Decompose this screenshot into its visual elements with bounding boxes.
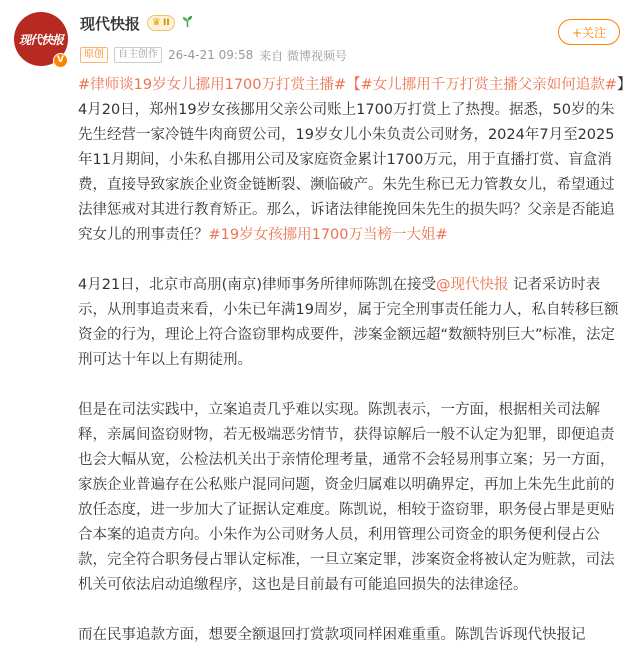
original-tag: 原创 (80, 47, 108, 63)
post-source[interactable]: 来自 微博视频号 (259, 48, 348, 63)
paragraph-4: 而在民事追款方面，想要全额退回打赏款项同样困难重重。陈凯告诉现代快报记 (78, 627, 586, 643)
paragraph-text: 4月21日，北京市高朋(南京)律师事务所律师陈凯在接受 (78, 277, 436, 293)
mention-link[interactable]: @现代快报 (436, 277, 509, 293)
paragraph-1 (78, 73, 626, 248)
crown-icon: ♛ (152, 17, 161, 28)
sprout-icon[interactable] (181, 15, 194, 31)
verified-mark: V (57, 55, 64, 65)
hashtag-link[interactable]: #19岁女孩挪用1700万当榜一大姐# (208, 227, 448, 243)
post-header (0, 0, 639, 72)
user-row (80, 12, 194, 34)
hashtag-link[interactable]: 【#女儿挪用千万打赏主播父亲如何追款# (346, 77, 617, 93)
vip-badge[interactable] (147, 15, 175, 31)
paragraph-text: 记者采访时表示，从刑事追责来看，小朱已年满19周岁，属于完全刑事责任能力人，私自转移巨额资金的行为，理论上符合盗窃罪构成要件，涉案金额远超“数额特别巨大”标准，法定刑可达十年以上有期徒刑。 (78, 277, 619, 368)
vip-level: II (162, 17, 170, 28)
post-time[interactable]: 26-4-21 09:58 (168, 48, 254, 62)
post-meta (80, 46, 347, 64)
verified-v-icon (53, 53, 68, 68)
paragraph-3: 但是在司法实践中，立案追责几乎难以实现。陈凯表示，一方面，根据相关司法解释，亲属间盗窃财物，若无极端恶劣情节，获得谅解后一般不认定为犯罪，即便追责也会大幅从宽，公检法机关出于亲情伦理考量，通常不会轻易刑事立案；另一方面，家族企业普遍存在公私账户混同问题，资金归属难以明确界定，再加上朱先生此前的放任态度，进一步加大了证据认定难度。陈凯说，相较于盗窃罪，职务侵占罪是更贴合本案的追责方向。小朱作为公司财务人员，利用管理公司资金的职务便利侵占公款，完全符合职务侵占罪认定标准，一旦立案定罪，涉案资金将被认定为赃款，司法机关可依法启动追缴程序，这也是目前最有可能追回损失的法律途径。 (78, 402, 615, 593)
paragraph-2 (78, 273, 626, 373)
avatar-logo-text: 现代快报 (18, 32, 63, 47)
hashtag-link[interactable]: #律师谈19岁女儿挪用1700万打赏主播# (78, 77, 347, 93)
username[interactable]: 现代快报 (80, 14, 141, 33)
follow-button[interactable]: +关注 (558, 19, 620, 45)
paragraph-text: 】4月20日，郑州19岁女孩挪用父亲公司账上1700万打赏上了热搜。据悉，50岁的朱先生经营一家冷链牛肉商贸公司，19岁女儿小朱负责公司财务，2024年7月至2025年11月期间，小朱私自挪用公司及家庭资金累计1700万元，用于直播打赏、盲盒消费，直接导致家族企业资金链断裂、濒临破产。朱先生称已无力管教女儿，希望通过法律惩戒对其进行教育矫正。那么，诉诸法律能挽回朱先生的损失吗？父亲是否能追究女儿的刑事责任？ (78, 77, 625, 243)
post-content (78, 73, 626, 648)
self-made-tag: 自主创作 (114, 47, 162, 63)
